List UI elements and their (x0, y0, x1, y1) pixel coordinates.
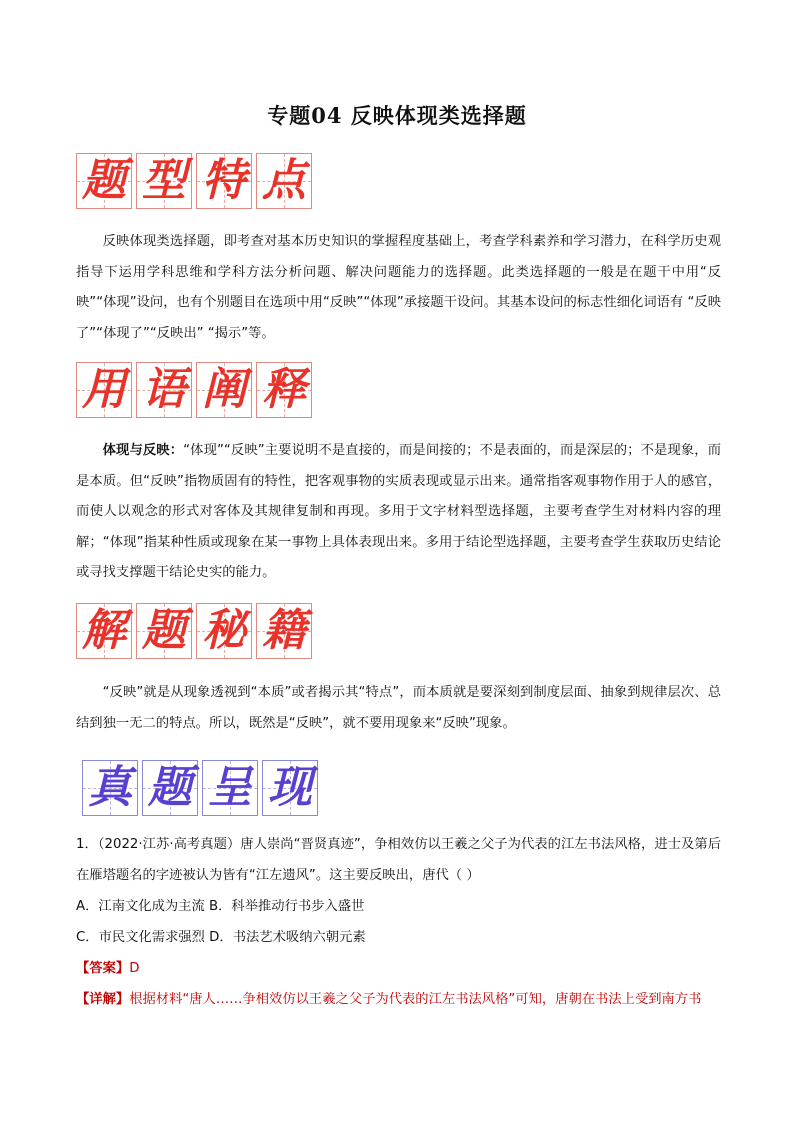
banner-char: 题 (82, 155, 126, 206)
banner-tile (262, 760, 318, 816)
banner-char: 秘 (202, 605, 246, 656)
banner-exam (82, 760, 318, 816)
banner-char: 点 (262, 155, 306, 206)
question-stem: 1．（2022·江苏·高考真题）唐人崇尚“晋贤真迹”，争相效仿以王羲之父子为代表的江左书法风格，进士及第后在雁塔题名的字迹被认为皆有“江左遗风”。这主要反映出，唐代（ ） (76, 837, 721, 883)
detail-text: 根据材料“唐人……争相效仿以王羲之父子为代表的江左书法风格”可知，唐朝在书法上受到南方书 (129, 992, 702, 1007)
banner-tile (136, 153, 192, 209)
page-title: 专题04 反映体现类选择题 (267, 103, 527, 128)
banner-tile (196, 153, 252, 209)
banner-char: 型 (142, 155, 186, 206)
banner-tile (142, 760, 198, 816)
banner-tile (256, 153, 312, 209)
terms-text: “体现”“反映”主要说明不是直接的，而是间接的；不是表面的，而是深层的；不是现象，而是本质。但“反映”指物质固有的特性，把客观事物的实质表现或显示出来。通常指客观事物作用于人的感官，而使人以观念的形式对客体及其规律复制和再现。多用于文字材料型选择题，主要考查学生对材料内容的理解；“体现”指某种性质或现象在某一事物上具体表现出来。多用于结论型选择题，主要考查学生获取历史结论或寻找支撑题干结论史实的能力。 (76, 443, 722, 580)
option-c-d: C．市民文化需求强烈 D．书法艺术吸纳六朝元素 (76, 930, 366, 945)
banner-char: 阐 (202, 364, 246, 415)
answer-line (76, 959, 139, 979)
banner-char: 用 (82, 364, 126, 415)
banner-tile (76, 603, 132, 659)
banner-char: 题 (142, 605, 186, 656)
banner-char: 特 (202, 155, 246, 206)
banner-tile (76, 153, 132, 209)
banner-char: 释 (262, 364, 306, 415)
banner-char: 题 (148, 762, 192, 813)
terms-paragraph (76, 436, 721, 589)
banner-tile (196, 362, 252, 418)
banner-tile (82, 760, 138, 816)
terms-label: 体现与反映： (102, 443, 184, 458)
banner-char: 现 (268, 762, 312, 813)
detail-label: 【详解】 (76, 992, 130, 1007)
features-paragraph: 反映体现类选择题，即考查对基本历史知识的掌握程度基础上，考查学科素养和学习潜力，在科学历史观指导下运用学科思维和学科方法分析问题、解决问题能力的选择题。此类选择题的一般是在题干中用“反映”“体现”设问，也有个别题目在选项中用“反映”“体现”承接题干设问。其基本设问的标志性细化词语有 “反映了”“体现了”“反映出” “揭示”等。 (76, 234, 721, 341)
answer-value: D (129, 961, 140, 976)
detail-line (76, 990, 721, 1010)
tips-paragraph: “反映”就是从现象透视到“本质”或者揭示其“特点”，而本质就是要深刻到制度层面、抽象到规律层次、总结到独一无二的特点。所以，既然是“反映”，就不要用现象来“反映”现象。 (76, 685, 721, 731)
answer-label: 【答案】 (76, 961, 130, 976)
banner-char: 解 (82, 605, 126, 656)
banner-char: 语 (142, 364, 186, 415)
banner-tips (76, 603, 312, 659)
banner-char: 籍 (262, 605, 306, 656)
banner-char: 真 (88, 762, 132, 813)
banner-tile (76, 362, 132, 418)
banner-features (76, 153, 312, 209)
banner-tile (202, 760, 258, 816)
banner-char: 呈 (208, 762, 252, 813)
option-a-b: A．江南文化成为主流 B．科举推动行书步入盛世 (76, 899, 365, 914)
banner-tile (196, 603, 252, 659)
banner-terms (76, 362, 312, 418)
banner-tile (136, 362, 192, 418)
banner-tile (256, 362, 312, 418)
banner-tile (256, 603, 312, 659)
banner-tile (136, 603, 192, 659)
